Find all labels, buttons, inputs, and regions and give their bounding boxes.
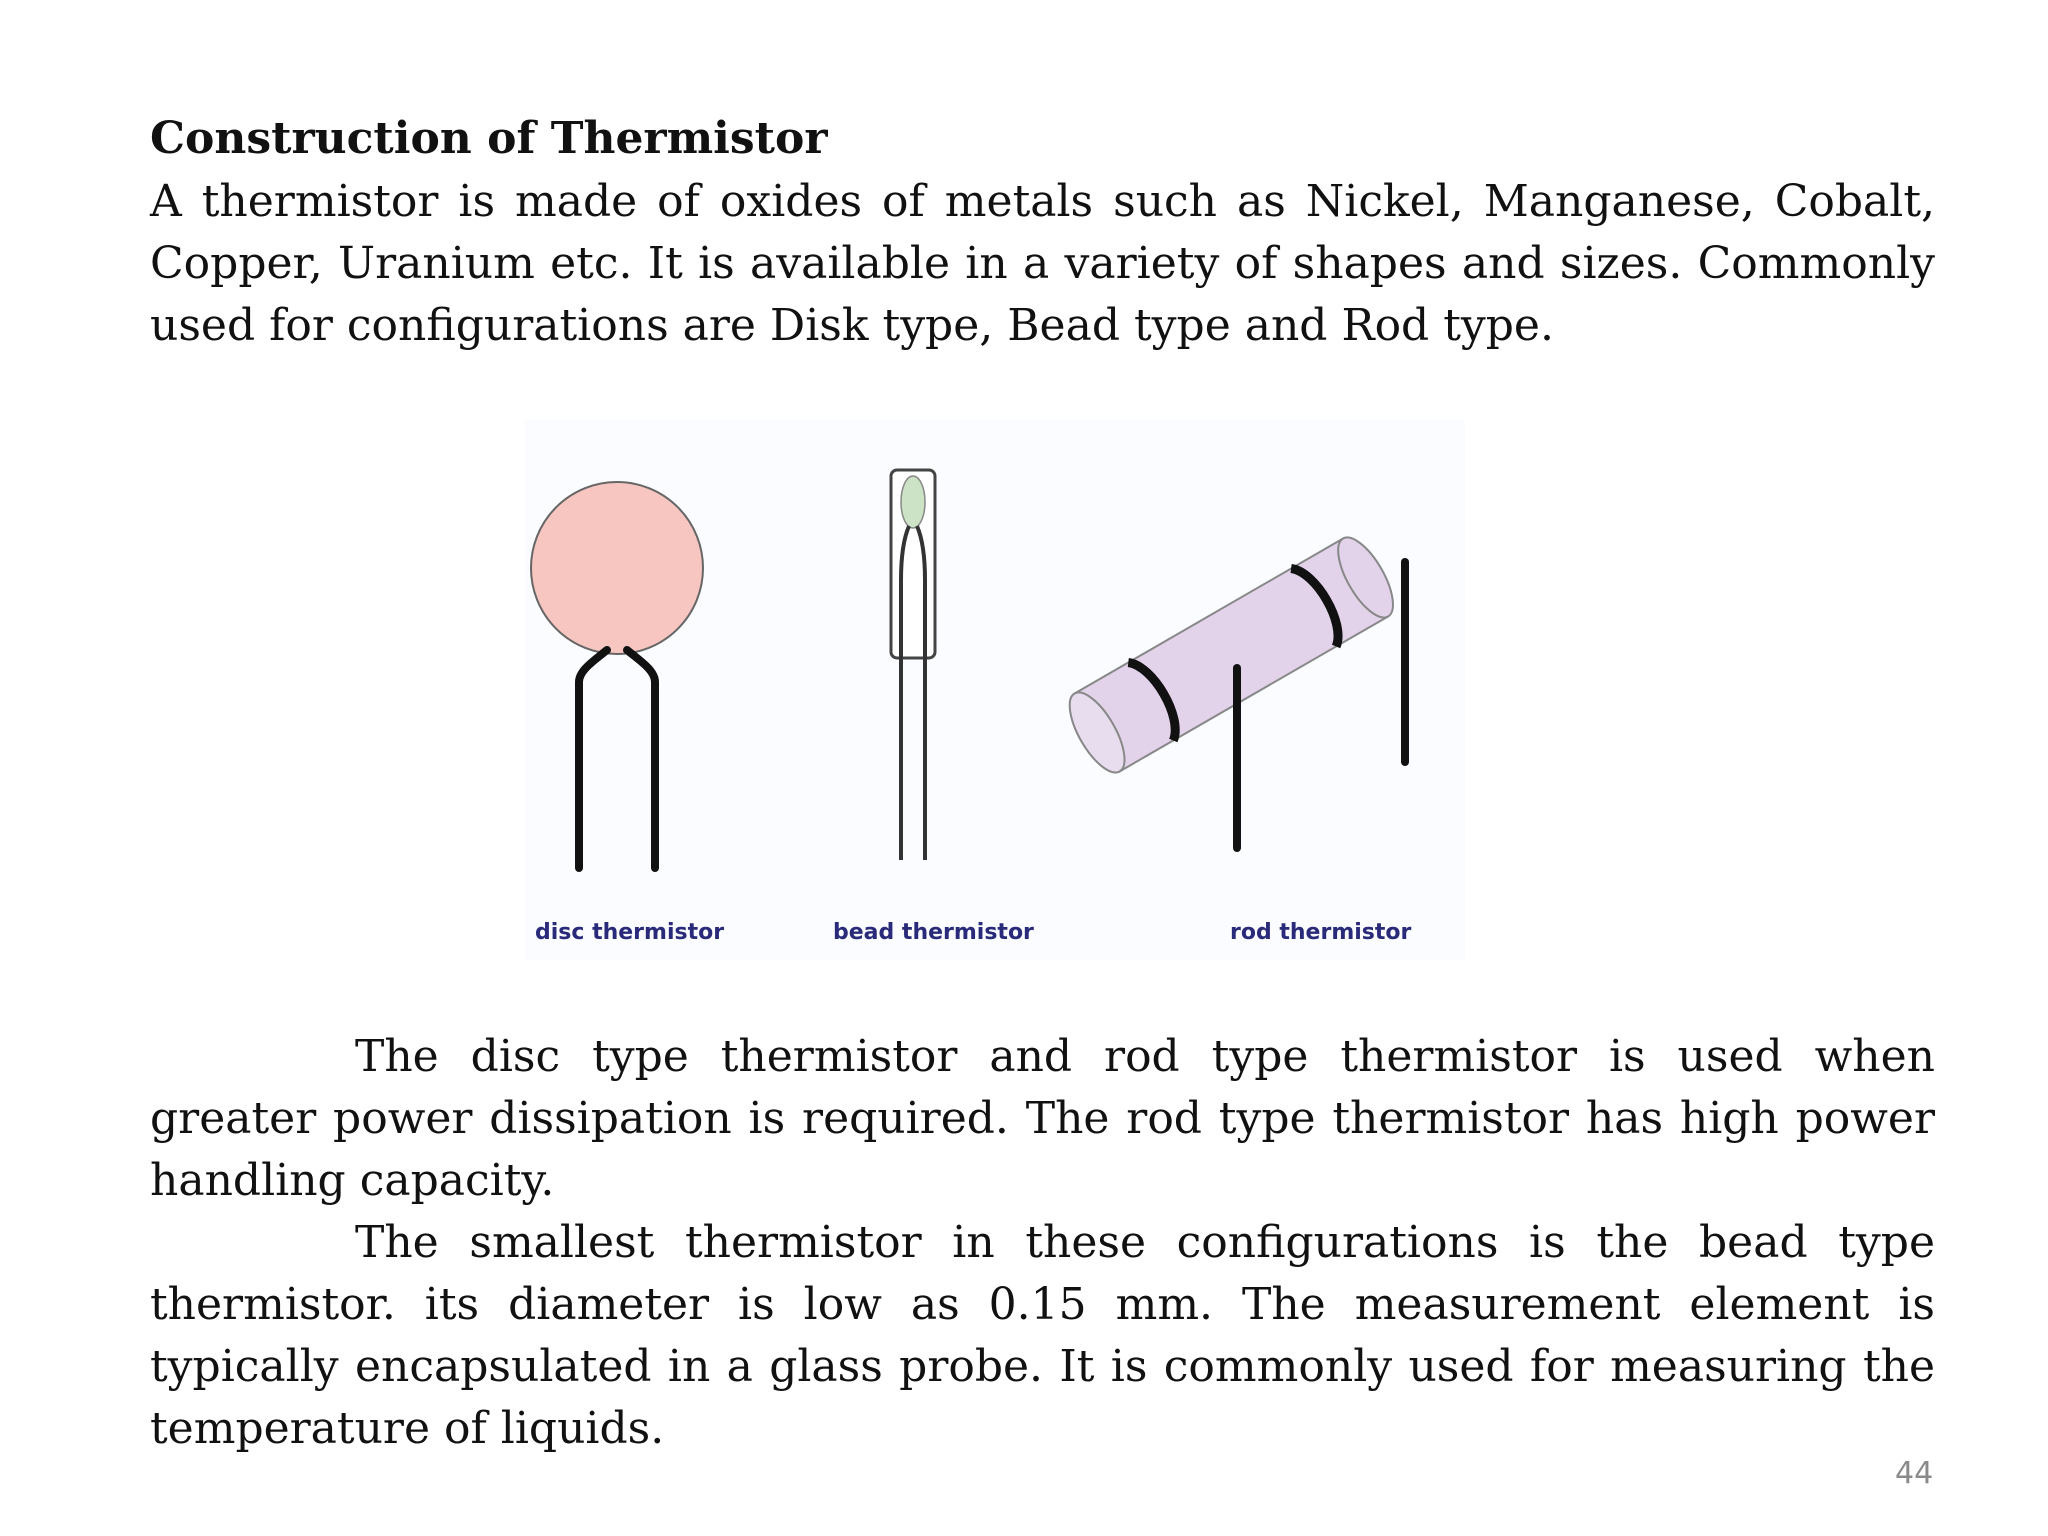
- thermistor-types-figure: [525, 420, 1465, 960]
- disc-thermistor-label: disc thermistor: [535, 920, 725, 945]
- bead-thermistor-drawing: [891, 470, 935, 860]
- thermistor-illustration: [525, 420, 1465, 960]
- disc-body: [531, 482, 703, 654]
- bead-type-paragraph: The smallest thermistor in these configurations is the bead type thermistor. its diameter is low as 0.15 mm. The measurement element is typically encapsulated in a glass probe. It is commonly used for measuring the temperature of liquids.: [150, 1217, 1935, 1454]
- page-number: 44: [1895, 1456, 1934, 1491]
- section-heading: Construction of Thermistor: [150, 113, 828, 164]
- bead-body: [901, 476, 925, 528]
- disc-lead-left: [579, 650, 607, 868]
- disc-lead-right: [627, 650, 655, 868]
- disc-thermistor-drawing: [531, 482, 703, 868]
- rod-thermistor-label: rod thermistor: [1230, 920, 1412, 945]
- intro-paragraph: A thermistor is made of oxides of metals such as Nickel, Manganese, Cobalt, Copper, Uranium etc. It is available in a variety of shapes and sizes. Commonly used for configurations are Disk type, Bead type and Rod type.: [150, 176, 1935, 351]
- bead-thermistor-label: bead thermistor: [833, 920, 1034, 945]
- power-dissipation-paragraph: The disc type thermistor and rod type thermistor is used when greater power dissipation is required. The rod type thermistor has high power handling capacity.: [150, 1031, 1935, 1206]
- rod-thermistor-drawing: [1059, 530, 1404, 781]
- rod-body: [1075, 539, 1388, 772]
